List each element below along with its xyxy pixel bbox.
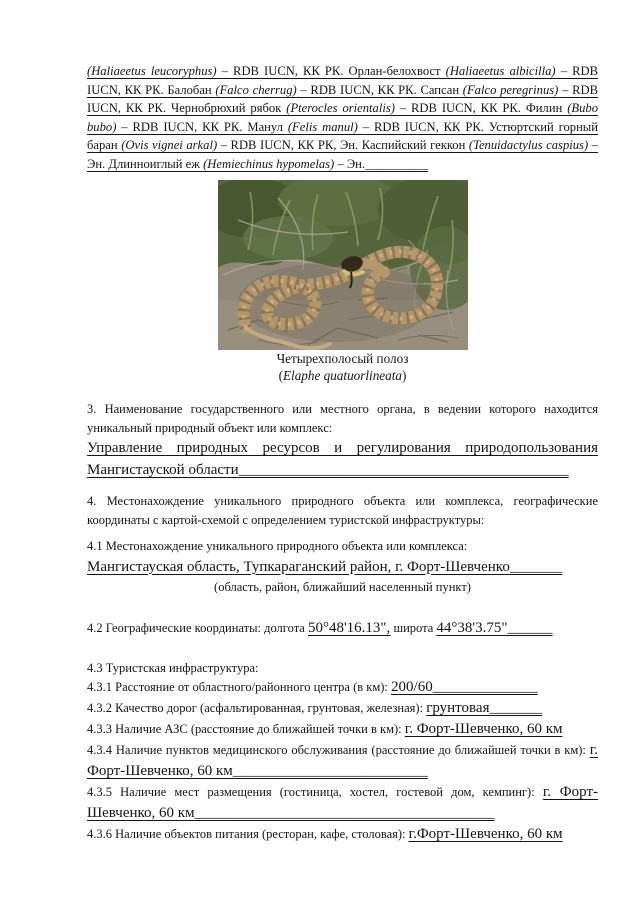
infrastructure-item-4-3-3: [87, 719, 598, 740]
photo-caption: Четырехполосый полоз: [276, 351, 409, 366]
item-value: 200/60: [391, 679, 433, 695]
section-3-answer-value: Управление природных ресурсов и регулирования природопользования Мангистауской области: [87, 440, 598, 478]
item-label: 4.3.5 Наличие мест размещения (гостиница, хостел, гостевой дом, кемпинг):: [87, 785, 535, 799]
section-3-label: 3. Наименование государственного или местного органа, в ведении которого находится уникальный природный объект или комплекс:: [87, 402, 598, 435]
section-4-2-line: [87, 618, 598, 639]
section-4-1-answer-value: Мангистауская область, Тупкараганский район, г. Форт-Шевченко: [87, 558, 510, 575]
section-4-1-note: (область, район, ближайший населенный пункт): [214, 579, 471, 594]
item-label: 4.3.4 Наличие пунктов медицинского обслуживания (расстояние до ближайшей точки в км):: [87, 743, 586, 757]
section-4-1-label: 4.1 Местонахождение уникального природного объекта или комплекса:: [87, 539, 468, 553]
infrastructure-item-4-3-6: [87, 824, 598, 845]
infrastructure-item-4-3-5: [87, 782, 598, 824]
longitude-value: 50°48'16.13",: [307, 619, 391, 636]
section-4-2-label: 4.2 Географические координаты: долгота: [87, 620, 305, 635]
section-4-3-label: 4.3 Туристская инфраструктура:: [87, 660, 259, 675]
section-4-2-blank-line: ______: [507, 619, 553, 636]
photo-caption-latin: (Elaphe quatuorlineata): [278, 368, 407, 383]
infrastructure-item-4-3-4: [87, 740, 598, 782]
section-4-1-answer: [87, 556, 598, 578]
item-label: 4.3.3 Наличие АЗС (расстояние до ближайшей точки в км):: [87, 722, 402, 736]
item-value: г. Форт-Шевченко, 60 км: [87, 784, 598, 821]
item-blank-line: ______________: [432, 679, 538, 695]
snake-photo: [218, 180, 468, 350]
section-4-label: 4. Местонахождение уникального природного объекта или комплекса, географические координаты с картой-схемой с определением туристской инфраструктуры:: [87, 494, 598, 527]
item-value: г.Форт-Шевченко, 60 км: [408, 826, 563, 842]
item-value: г. Форт-Шевченко, 60 км: [404, 721, 563, 737]
photo-container: [87, 180, 598, 350]
section-3-blank-line: ____________________________________________: [238, 462, 569, 478]
infrastructure-item-4-3-1: [87, 677, 598, 698]
item-label: 4.3.2 Качество дорог (асфальтированная, грунтовая, железная):: [87, 701, 424, 715]
item-value: грунтовая: [426, 700, 490, 716]
item-blank-line: __________________________: [232, 763, 428, 779]
section-4-2-label-mid: широта: [393, 620, 434, 635]
infrastructure-item-4-3-2: [87, 698, 598, 719]
item-blank-line: _______: [489, 700, 542, 716]
item-blank-line: ________________________________________: [194, 805, 495, 821]
section-3-answer: [87, 437, 598, 481]
section-4-1-blank-line: _______: [509, 558, 563, 575]
species-paragraph: (Haliaeetus leucoryphus) – RDB IUCN, КК РК. Орлан-белохвост (Haliaeetus albicilla) – RDB IUCN, КК РК. Балобан (Falco cherrug) – RDB IUCN, КК РК. Сапсан (Falco peregrinus) – RDB IUCN, КК РК. Чернобрюхий рябок (Pterocles orientalis) – RDB IUCN, КК РК. Филин (Bubo bubo) – RDB IUCN, КК РК. Манул (Felis manul) – RDB IUCN, КК РК. Устюртский горный баран (Ovis vignei arkal) – RDB IUCN, КК РК, Эн. Каспийский геккон (Tenuidactylus caspius) – Эн. Длинноиглый еж (Hemiechinus hypomelas) – Эн.__________: [87, 64, 599, 171]
item-label: 4.3.6 Наличие объектов питания (ресторан, кафе, столовая):: [87, 827, 406, 841]
item-value: г. Форт-Шевченко, 60 км: [87, 742, 599, 779]
item-label: 4.3.1 Расстояние от областного/районного центра (в км):: [87, 680, 388, 694]
latitude-value: 44°38'3.75": [436, 619, 508, 636]
